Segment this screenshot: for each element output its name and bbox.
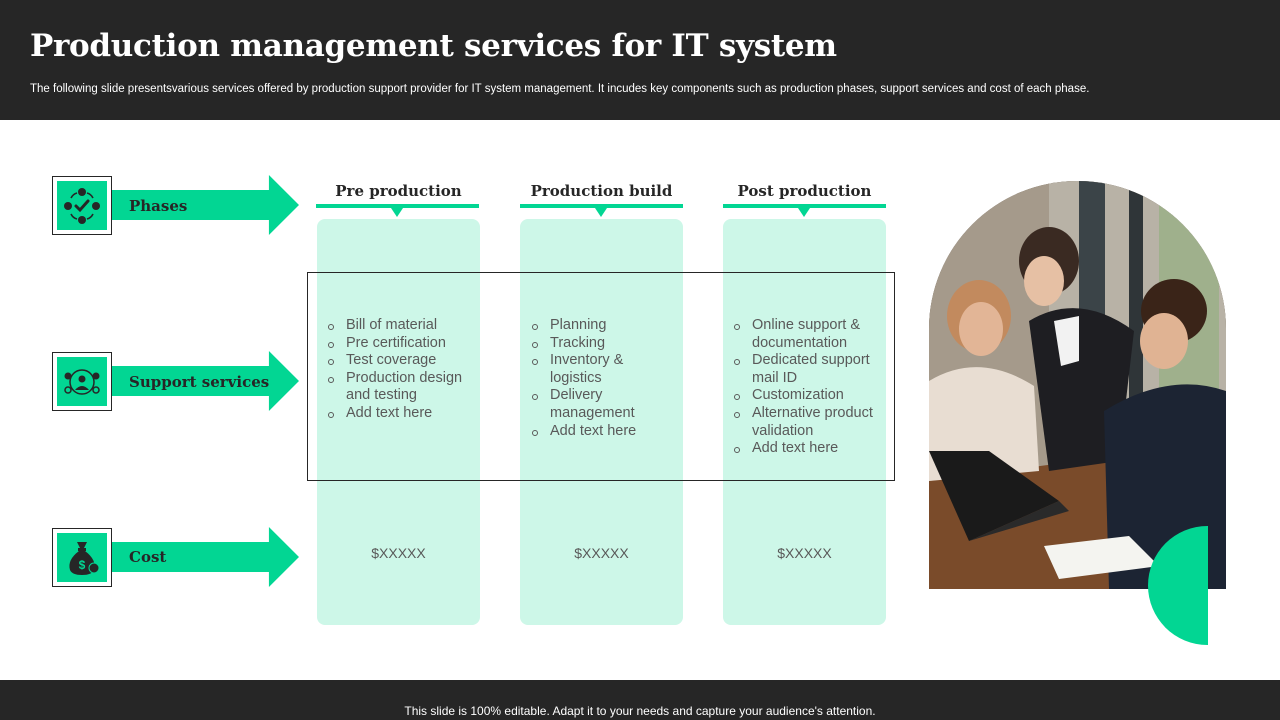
page-subtitle: The following slide presentsvarious services offered by production support provider for IT system management. It incudes key components such as production phases, support services and cost of each phase. — [30, 83, 1090, 95]
row-label-cost: Cost — [129, 548, 167, 566]
cost-value-post-production: $XXXXX — [777, 545, 832, 561]
cost-icon-box — [52, 528, 112, 587]
column-pointer — [595, 208, 607, 217]
list-item: Dedicated support mail ID — [734, 352, 884, 387]
cost-value-production-build: $XXXXX — [574, 545, 629, 561]
list-item: Bill of material — [328, 317, 478, 335]
money-bag-icon — [62, 538, 102, 578]
list-item: Add text here — [734, 440, 884, 458]
row-label-phases: Phases — [129, 197, 188, 215]
column-pointer — [391, 208, 403, 217]
support-people-icon — [62, 362, 102, 402]
list-item: Online support & documentation — [734, 317, 884, 352]
footer-bar — [0, 680, 1280, 720]
list-item: Tracking — [532, 335, 672, 353]
cycle-check-icon — [62, 186, 102, 226]
support-services-icon-box — [52, 352, 112, 411]
list-item: Test coverage — [328, 352, 478, 370]
footer-text: This slide is 100% editable. Adapt it to your needs and capture your audience's attention. — [404, 704, 876, 718]
phases-icon-box — [52, 176, 112, 235]
column-heading-production-build: Production build — [530, 182, 673, 200]
list-item: Add text here — [532, 423, 672, 441]
page-title: Production management services for IT system — [30, 28, 837, 64]
header-bar — [0, 0, 1280, 120]
list-item: Add text here — [328, 405, 478, 423]
post-production-services-list — [734, 317, 884, 458]
list-item: Alternative product validation — [734, 405, 884, 440]
column-pointer — [798, 208, 810, 217]
list-item: Inventory & logistics — [532, 352, 672, 387]
pre-production-services-list — [328, 317, 478, 423]
list-item: Production design and testing — [328, 370, 478, 405]
list-item: Planning — [532, 317, 672, 335]
list-item: Delivery management — [532, 387, 672, 422]
team-meeting-photo — [929, 181, 1226, 589]
list-item: Pre certification — [328, 335, 478, 353]
production-build-services-list — [532, 317, 672, 440]
row-label-support-services: Support services — [129, 373, 270, 391]
svg-text:$: $ — [78, 557, 86, 572]
cost-value-pre-production: $XXXXX — [371, 545, 426, 561]
list-item: Customization — [734, 387, 884, 405]
column-heading-pre-production: Pre production — [335, 182, 462, 200]
column-heading-post-production: Post production — [737, 182, 872, 200]
